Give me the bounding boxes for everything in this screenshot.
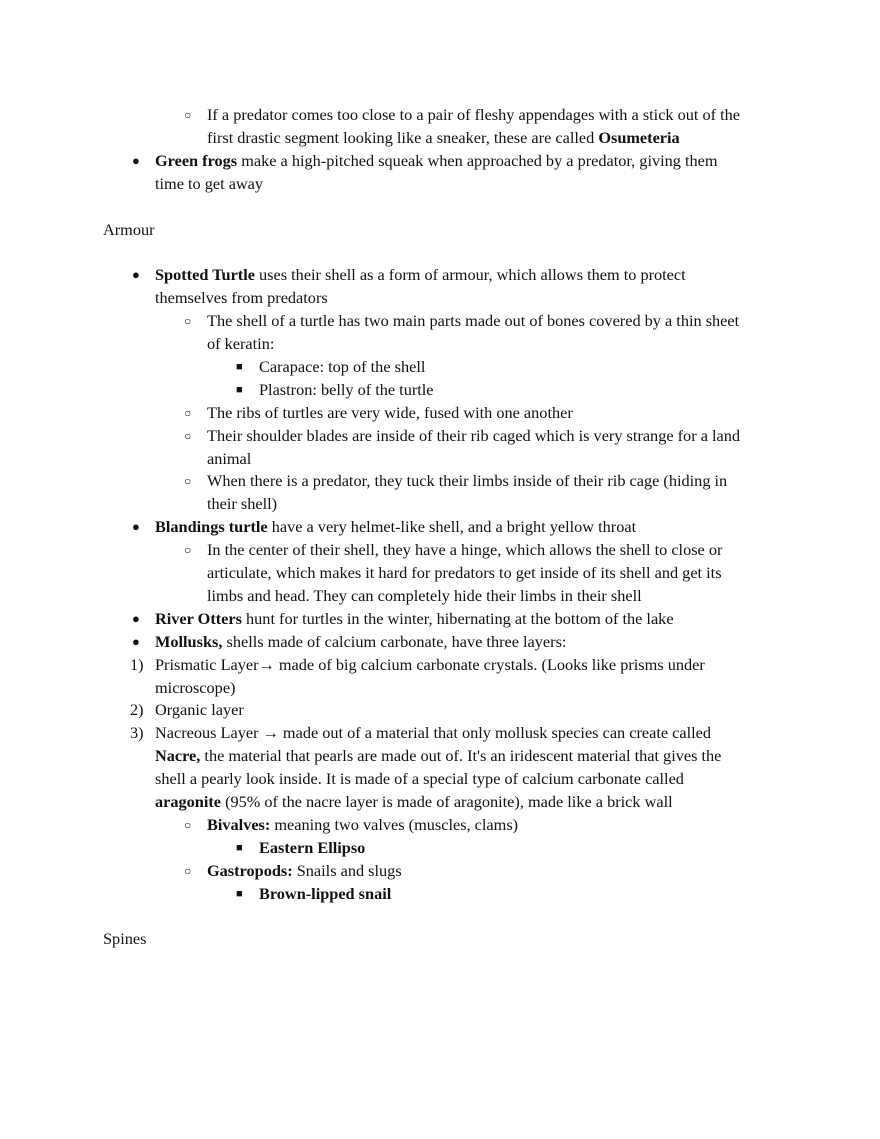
text-run: microscope) [155,677,236,697]
sub-bullet-item-line [207,425,740,447]
bold-term: Osumeteria [598,127,680,147]
bold-term: Nacre, [155,746,201,766]
numbered-item-line [155,768,684,790]
text-run: Plastron: belly of the turtle [259,379,434,399]
sub-bullet-item-line [207,104,740,126]
numbered-item-line [155,745,721,767]
bullet-item-line [155,516,636,538]
sub-bullet-item-line [207,310,739,332]
disc-bullet-icon: ● [132,267,140,283]
text-run: If a predator comes too close to a pair of fleshy appendages with a stick out of the [207,105,741,124]
text-run: limbs and head. They can completely hide their limbs in their shell [207,585,642,605]
bold-term: aragonite [155,792,222,811]
sub-bullet-item-line [207,127,680,149]
sub-sub-bullet-item-line [259,379,434,401]
text-run: Their shoulder blades are inside of their rib caged which is very strange for a land [207,425,741,445]
sub-sub-bullet-item-line [259,356,425,378]
bold-term: Green frogs [155,150,238,170]
numbered-item-line [155,699,244,721]
square-bullet-icon: ■ [236,841,243,854]
circle-bullet-icon: ○ [184,817,192,832]
sub-sub-bullet-item-line [259,883,391,905]
sub-bullet-item-line [207,539,722,561]
bullet-item-line [155,608,674,630]
sub-bullet-item-line [207,402,573,424]
bullet-item-line [155,150,718,172]
text-run: meaning two valves (muscles, clams) [270,814,519,834]
circle-bullet-icon: ○ [184,428,192,443]
text-run: Prismatic Layer→ made of big calcium carbonate crystals. (Looks like prisms under [155,654,705,674]
bold-term: Gastropods: [207,860,293,880]
text-run: animal [207,448,252,468]
text-run: time to get away [155,173,264,193]
bold-term: Bivalves: [207,814,271,834]
section-heading-line [103,928,146,950]
numbered-item-line [155,791,673,813]
circle-bullet-icon: ○ [184,474,192,489]
numbered-item-line [155,722,711,744]
text-run: of keratin: [207,334,275,353]
text-run: In the center of their shell, they have a hinge, which allows the shell to close or [207,540,723,560]
text-run: When there is a predator, they tuck their limbs inside of their rib cage (hiding in [207,471,728,491]
numbered-item-line [155,654,705,676]
text-run: Organic layer [155,700,244,720]
section-heading-line [103,219,155,241]
text-run: shells made of calcium carbonate, have three layers: [222,631,567,651]
text-run: uses their shell as a form of armour, which allows them to protect [254,265,686,285]
text-run: The shell of a turtle has two main parts made out of bones covered by a thin sheet [207,311,740,331]
bullet-item-line [155,287,328,309]
sub-bullet-item-line [207,860,402,882]
bold-term: Brown-lipped snail [259,883,392,903]
sub-bullet-item-line [207,814,518,836]
square-bullet-icon: ■ [236,360,243,373]
sub-bullet-item-line [207,493,277,515]
circle-bullet-icon: ○ [184,108,192,122]
text-run: (95% of the nacre layer is made of aragonite), made like a brick wall [221,792,673,811]
square-bullet-icon: ■ [236,383,243,396]
circle-bullet-icon: ○ [184,314,192,329]
bullet-item-line [155,173,263,195]
sub-bullet-item-line [207,562,722,584]
sub-bullet-item-line [207,333,274,355]
text-run: Snails and slugs [292,860,402,880]
sub-sub-bullet-item-line [259,837,365,859]
list-number: 3) [130,723,144,743]
square-bullet-icon: ■ [236,887,243,900]
bold-term: Spotted Turtle [155,265,255,285]
circle-bullet-icon: ○ [184,405,192,420]
text-run: hunt for turtles in the winter, hibernating at the bottom of the lake [241,608,674,628]
text-run: have a very helmet-like shell, and a bright yellow throat [267,517,637,537]
bullet-item-line [155,631,566,653]
disc-bullet-icon: ● [132,610,140,626]
text-run: first drastic segment looking like a sneaker, these are called [207,127,599,147]
text-run: The ribs of turtles are very wide, fused with one another [207,402,573,422]
bold-term: Eastern Ellipso [259,837,366,857]
sub-bullet-item-line [207,470,727,492]
numbered-item-line [155,677,235,699]
text-run: shell a pearly look inside. It is made of a special type of calcium carbonate called [155,769,684,789]
text-run: themselves from predators [155,288,328,308]
text-run: Nacreous Layer → made out of a material that only mollusk species can create called [155,723,712,743]
text-run: Spines [103,929,147,949]
text-run: their shell) [207,494,278,514]
text-run: make a high-pitched squeak when approached by a predator, giving them [237,150,718,170]
text-run: articulate, which makes it hard for predators to get inside of its shell and get its [207,563,722,582]
bold-term: River Otters [155,608,242,628]
text-run: Carapace: top of the shell [259,356,426,376]
circle-bullet-icon: ○ [184,863,192,878]
bold-term: Blandings turtle [155,517,268,537]
disc-bullet-icon: ● [132,633,140,649]
text-run: Armour [103,219,155,239]
bold-term: Mollusks, [155,631,223,651]
bullet-item-line [155,264,686,286]
list-number: 1) [130,654,144,674]
sub-bullet-item-line [207,448,251,470]
disc-bullet-icon: ● [132,152,140,168]
list-number: 2) [130,700,144,720]
circle-bullet-icon: ○ [184,543,192,558]
text-run: the material that pearls are made out of. It's an iridescent material that gives the [200,746,722,766]
disc-bullet-icon: ● [132,519,140,535]
sub-bullet-item-line [207,585,642,607]
